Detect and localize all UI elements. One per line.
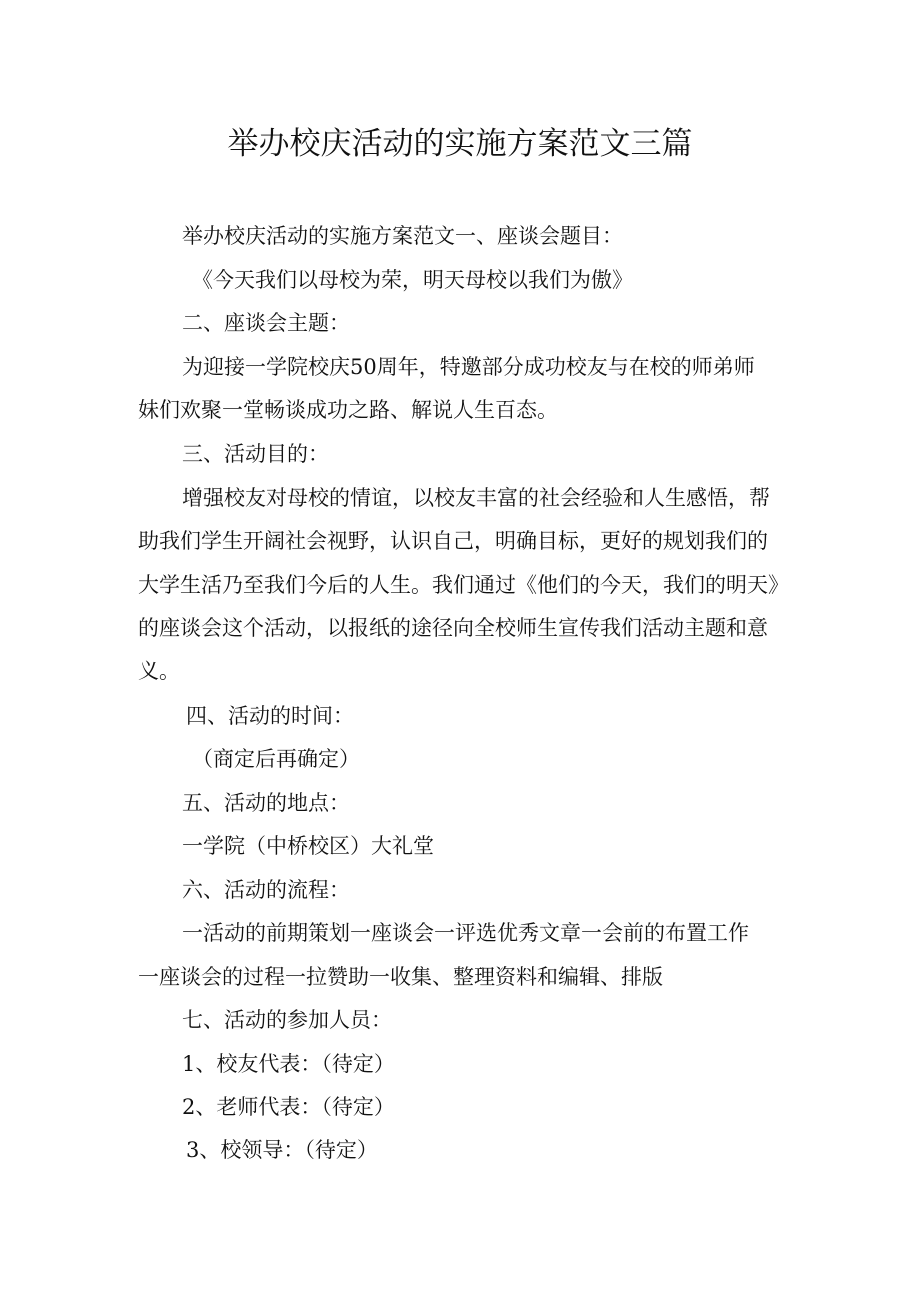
heading-purpose: 三、活动目的：: [182, 442, 329, 466]
heading-participants: 七、活动的参加人员：: [182, 1008, 392, 1032]
paragraph-topic: 《今天我们以母校为荣，明天母校以我们为傲》: [192, 268, 633, 292]
paragraph-purpose-line-3: 大学生活乃至我们今后的人生。我们通过《他们的今天，我们的明天》: [138, 573, 789, 597]
paragraph-purpose-line-4: 的座谈会这个活动，以报纸的途径向全校师生宣传我们活动主题和意: [138, 616, 768, 640]
paragraph-location: 一学院（中桥校区）大礼堂: [182, 834, 434, 858]
paragraph-purpose-line-5: 义。: [138, 659, 180, 683]
heading-theme: 二、座谈会主题：: [182, 311, 350, 335]
paragraph-intro: 举办校庆活动的实施方案范文一、座谈会题目：: [182, 224, 623, 248]
heading-location: 五、活动的地点：: [182, 791, 350, 815]
paragraph-purpose-line-2: 助我们学生开阔社会视野，认识自己，明确目标，更好的规划我们的: [138, 529, 768, 553]
paragraph-purpose-line-1: 增强校友对母校的情谊，以校友丰富的社会经验和人生感悟，帮: [182, 486, 770, 510]
paragraph-theme-line-1: 为迎接一学院校庆50周年，特邀部分成功校友与在校的师弟师: [182, 355, 755, 379]
paragraph-theme-line-2: 妹们欢聚一堂畅谈成功之路、解说人生百态。: [138, 398, 558, 422]
document-title: 举办校庆活动的实施方案范文三篇: [227, 126, 693, 162]
paragraph-process-line-1: 一活动的前期策划一座谈会一评选优秀文章一会前的布置工作: [182, 921, 749, 945]
heading-time: 四、活动的时间：: [186, 704, 354, 728]
paragraph-time: （商定后再确定）: [192, 747, 360, 771]
paragraph-process-line-2: 一座谈会的过程一拉赞助一收集、整理资料和编辑、排版: [138, 965, 663, 989]
list-item-alumni: 1、校友代表：（待定）: [182, 1052, 395, 1076]
list-item-teachers: 2、老师代表：（待定）: [182, 1095, 395, 1119]
heading-process: 六、活动的流程：: [182, 878, 350, 902]
list-item-leaders: 3、校领导：（待定）: [186, 1138, 378, 1162]
